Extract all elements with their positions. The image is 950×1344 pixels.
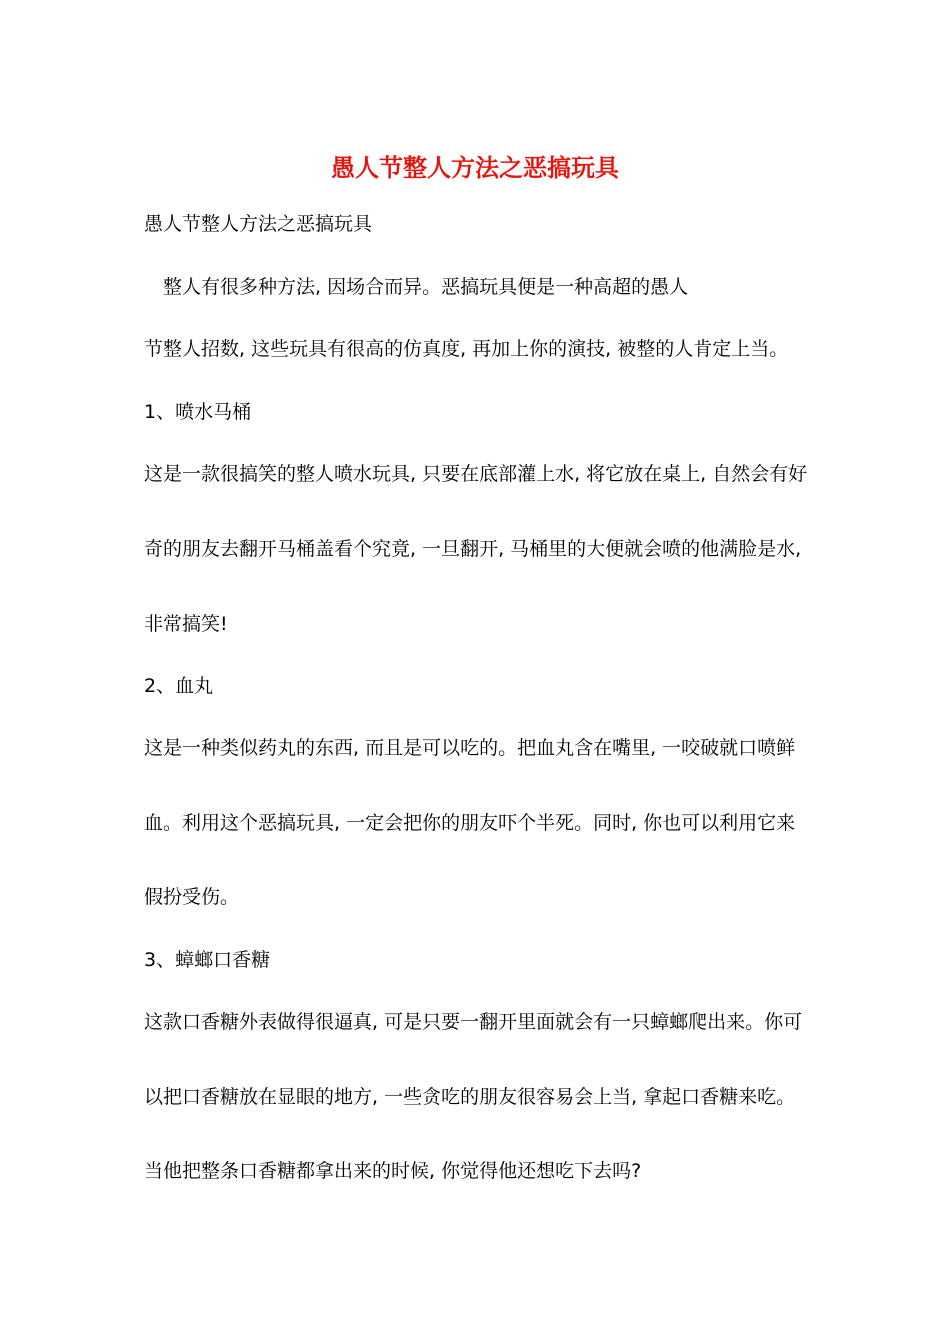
- section-line: 奇的朋友去翻开马桶盖看个究竟, 一旦翻开, 马桶里的大便就会喷的他满脸是水,: [144, 538, 802, 560]
- section-line: 这款口香糖外表做得很逼真, 可是只要一翻开里面就会有一只蟑螂爬出来。你可: [144, 1011, 803, 1033]
- section-line: 这是一种类似药丸的东西, 而且是可以吃的。把血丸含在嘴里, 一咬破就口喷鲜: [144, 737, 796, 759]
- intro-line: 节整人招数, 这些玩具有很高的仿真度, 再加上你的演技, 被整的人肯定上当。: [144, 338, 789, 360]
- document-title: 愚人节整人方法之恶搞玩具: [331, 153, 619, 182]
- intro-line: 整人有很多种方法, 因场合而异。恶搞玩具便是一种高超的愚人: [163, 276, 689, 298]
- section-line: 以把口香糖放在显眼的地方, 一些贪吃的朋友很容易会上当, 拿起口香糖来吃。: [144, 1086, 796, 1108]
- section-heading: 3、蟑螂口香糖: [144, 949, 271, 971]
- document-subtitle: 愚人节整人方法之恶搞玩具: [144, 213, 373, 235]
- section-line: 假扮受伤。: [144, 886, 240, 908]
- section-line: 血。利用这个恶搞玩具, 一定会把你的朋友吓个半死。同时, 你也可以利用它来: [144, 812, 796, 834]
- section-heading: 2、血丸: [144, 675, 214, 697]
- section-line: 当他把整条口香糖都拿出来的时候, 你觉得他还想吃下去吗?: [144, 1160, 642, 1182]
- section-heading: 1、喷水马桶: [144, 401, 252, 423]
- section-line: 这是一款很搞笑的整人喷水玩具, 只要在底部灌上水, 将它放在桌上, 自然会有好: [144, 463, 808, 485]
- section-line: 非常搞笑!: [144, 613, 228, 635]
